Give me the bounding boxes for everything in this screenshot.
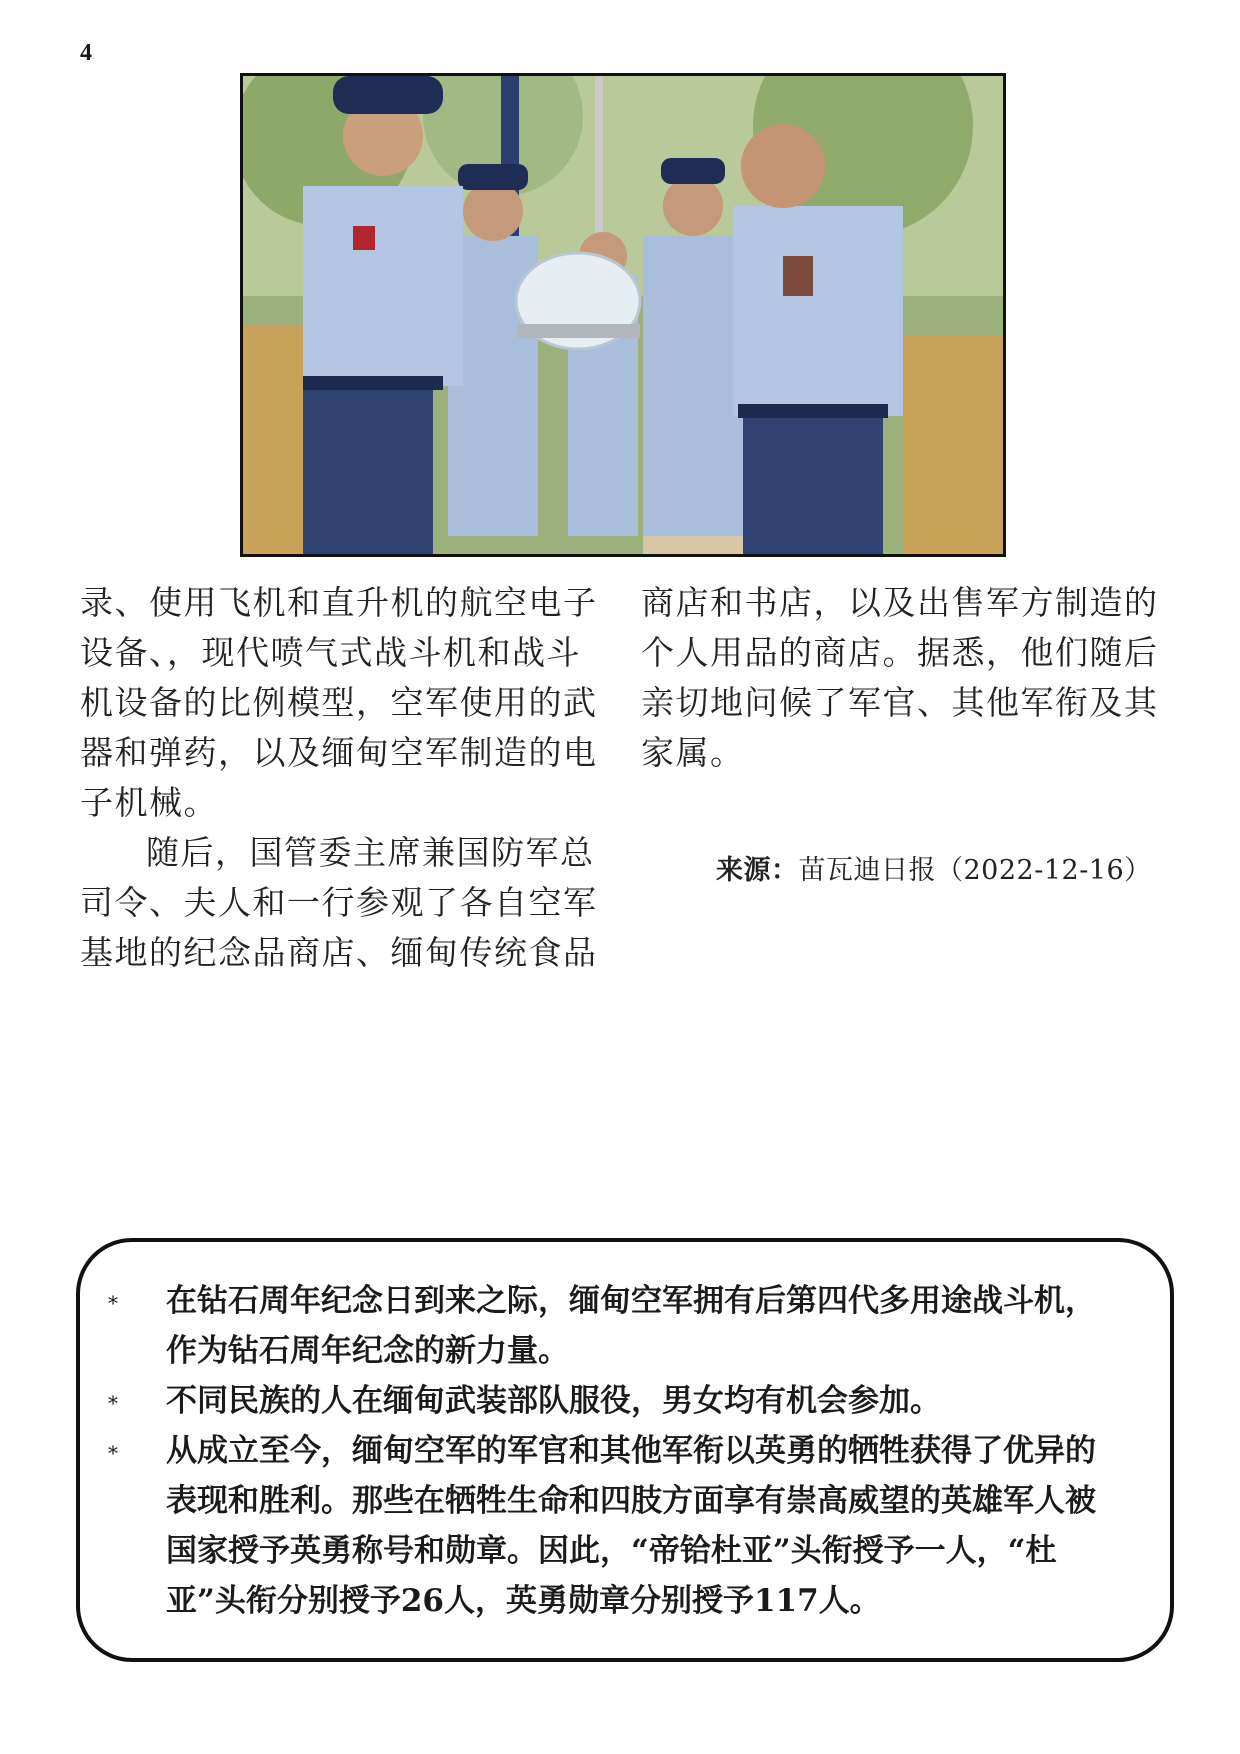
note-text: 不同民族的人在缅甸武装部队服役，男女均有机会参加。 bbox=[166, 1383, 941, 1419]
article-photo bbox=[240, 73, 1006, 557]
bullet-icon: * bbox=[108, 1391, 118, 1415]
note-item bbox=[108, 1426, 1118, 1626]
notes-list bbox=[108, 1276, 1118, 1626]
note-text: 在钻石周年纪念日到来之际，缅甸空军拥有后第四代多用途战斗机，作为钻石周年纪念的新力量。 bbox=[166, 1283, 1096, 1369]
officer-left bbox=[303, 186, 463, 386]
paragraph: 录、使用飞机和直升机的航空电子设备、，现代喷气式战斗机和战斗机设备的比例模型，空军使用的武器和弹药，以及缅甸空军制造的电子机械。 bbox=[80, 583, 598, 822]
bullet-icon: * bbox=[108, 1291, 118, 1315]
bullet-icon: * bbox=[108, 1441, 118, 1465]
article-right-column bbox=[641, 578, 1166, 778]
article-source bbox=[716, 848, 1152, 887]
ornate-chair-right bbox=[903, 336, 1003, 554]
source-label: 来源： bbox=[716, 855, 799, 886]
note-item bbox=[108, 1276, 1118, 1376]
notes-box bbox=[76, 1238, 1174, 1662]
ceremony-photo-illustration bbox=[243, 76, 1003, 554]
officer-back-3 bbox=[643, 236, 743, 536]
page-number: 4 bbox=[80, 40, 92, 66]
paragraph: 随后，国管委主席兼国防军总司令、夫人和一行参观了各自空军基地的纪念品商店、缅甸传统食品 bbox=[80, 833, 598, 972]
note-text: 从成立至今，缅甸空军的军官和其他军衔以英勇的牺牲获得了优异的表现和胜利。那些在牺牲生命和四肢方面享有崇高威望的英雄军人被国家授予英勇称号和勋章。因此，“帝铪杜亚”头衔授予一人，“杜亚”头衔分别授予26人，英勇勋章分别授予117人。 bbox=[166, 1433, 1096, 1619]
paragraph: 商店和书店，以及出售军方制造的个人用品的商店。据悉，他们随后亲切地问候了军官、其他军衔及其家属。 bbox=[641, 583, 1159, 772]
article-left-column bbox=[80, 578, 605, 978]
note-item bbox=[108, 1376, 1118, 1426]
officer-cap-left bbox=[333, 76, 443, 114]
officer-right bbox=[733, 206, 903, 416]
source-text: 苗瓦迪日报（2022-12-16） bbox=[798, 855, 1152, 886]
